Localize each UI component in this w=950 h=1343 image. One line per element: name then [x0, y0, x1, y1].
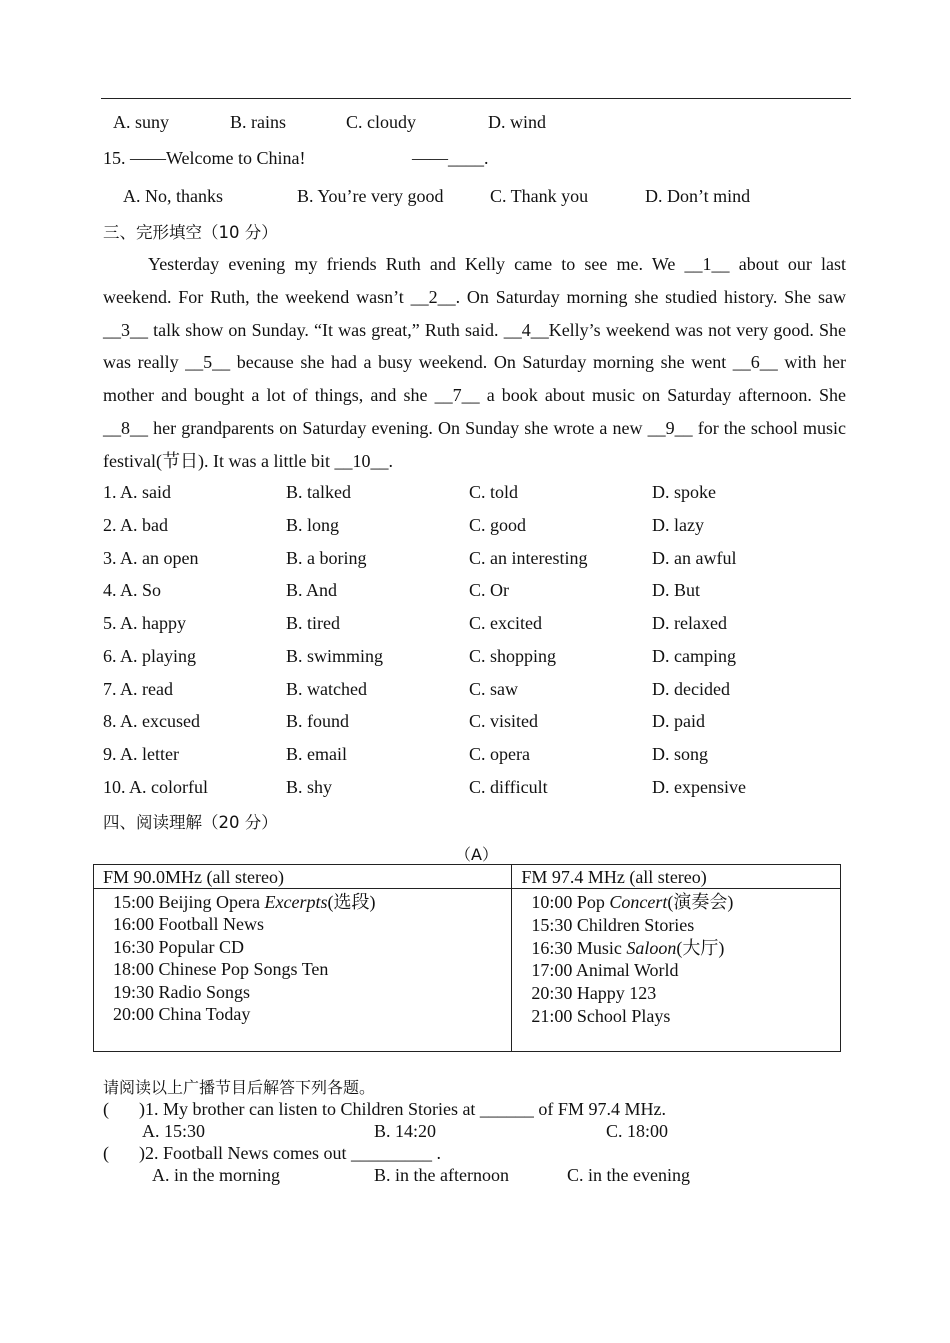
cloze-option: D. lazy [652, 515, 704, 535]
reading-q1-option-a: A. 15:30 [142, 1121, 205, 1141]
cloze-option: D. But [652, 580, 701, 600]
station-header: FM 97.4 MHz (all stereo) [512, 865, 841, 889]
program-item: 16:30 Music Saloon(大厅) [531, 937, 725, 958]
program-item: 16:30 Popular CD [113, 936, 245, 957]
station-program-list [512, 889, 841, 1052]
cloze-option: D. song [652, 744, 709, 764]
reading-q2-option-c: C. in the evening [567, 1165, 690, 1185]
cloze-option: B. long [286, 515, 340, 535]
cloze-option: 1. A. said [103, 482, 172, 502]
cloze-option: D. spoke [652, 482, 716, 502]
cloze-option: 7. A. read [103, 679, 173, 699]
cloze-option: D. expensive [652, 777, 746, 797]
cloze-option: D. decided [652, 679, 730, 699]
cloze-option: C. Or [469, 580, 509, 600]
cloze-option: 9. A. letter [103, 744, 179, 764]
cloze-option: D. relaxed [652, 613, 727, 633]
station-program-list [94, 889, 512, 1052]
reading-q1-option-c: C. 18:00 [606, 1121, 669, 1141]
program-item: 18:00 Chinese Pop Songs Ten [113, 959, 329, 980]
program-item: 20:30 Happy 123 [531, 983, 657, 1004]
program-item: 15:00 Beijing Opera Excerpts(选段) [113, 892, 376, 912]
cloze-option: C. visited [469, 711, 539, 731]
cloze-option: C. good [469, 515, 527, 535]
q15-option-c: C. Thank you [490, 186, 589, 206]
q15-option-a: A. No, thanks [123, 186, 223, 206]
cloze-option: C. opera [469, 744, 530, 764]
cloze-option: C. difficult [469, 777, 548, 797]
cloze-option: B. And [286, 580, 338, 600]
cloze-option: 3. A. an open [103, 548, 199, 568]
cloze-option: D. camping [652, 646, 736, 666]
reading-q1-stem: )1. My brother can listen to Children Stories at ______ of FM 97.4 MHz. [139, 1099, 666, 1119]
q15-reply: ——____. [412, 148, 489, 168]
q14-option-c: C. cloudy [346, 112, 416, 132]
cloze-question-row [103, 646, 863, 676]
cloze-option: C. shopping [469, 646, 557, 666]
program-item: 17:00 Animal World [531, 960, 679, 981]
radio-schedule-table [93, 864, 841, 1052]
q14-option-d: D. wind [488, 112, 546, 132]
cloze-option: D. an awful [652, 548, 737, 568]
station-header: FM 90.0MHz (all stereo) [94, 865, 512, 889]
cloze-option: 6. A. playing [103, 646, 196, 666]
cloze-option: 5. A. happy [103, 613, 186, 633]
program-item: 19:30 Radio Songs [113, 981, 251, 1002]
program-item: 15:30 Children Stories [531, 914, 695, 935]
cloze-question-row [103, 515, 863, 545]
answer-paren: ( [103, 1099, 109, 1119]
cloze-option: 8. A. excused [103, 711, 200, 731]
program-item: 21:00 School Plays [531, 1005, 671, 1026]
cloze-option: B. swimming [286, 646, 384, 666]
reading-q2-stem: )2. Football News comes out _________ . [139, 1143, 441, 1163]
cloze-option: B. found [286, 711, 349, 731]
cloze-option: C. excited [469, 613, 542, 633]
program-item: 20:00 China Today [113, 1004, 251, 1025]
q14-option-a: A. suny [113, 112, 170, 132]
cloze-option: 10. A. colorful [103, 777, 208, 797]
program-item: 10:00 Pop Concert(演奏会) [531, 892, 734, 912]
q14-option-b: B. rains [230, 112, 286, 132]
cloze-option: 4. A. So [103, 580, 162, 600]
cloze-option: B. a boring [286, 548, 367, 568]
cloze-question-row [103, 679, 863, 709]
cloze-question-row [103, 548, 863, 578]
cloze-passage [103, 248, 846, 478]
cloze-option: B. tired [286, 613, 340, 633]
cloze-option: C. told [469, 482, 519, 502]
cloze-option: C. an interesting [469, 548, 588, 568]
q15-option-b: B. You’re very good [297, 186, 444, 206]
q15-option-d: D. Don’t mind [645, 186, 751, 206]
cloze-option: B. talked [286, 482, 351, 502]
answer-paren: ( [103, 1143, 109, 1163]
cloze-passage-text: Yesterday evening my friends Ruth and Kelly came to see me. We __1__ about our last weekend. For Ruth, the weekend wasn’t __2__. On Saturday morning she studied history. She saw __3__ talk show on Sunday. “It was great,” Ruth said. __4__Kelly’s weekend was not very good. She was really __5__ because she had a busy weekend. On Saturday morning she went __6__ with her mother and bought a lot of things, and she __7__ a book about music on Saturday afternoon. She __8__ her grandparents on Saturday evening. On Sunday she wrote a new __9__ for the school music festival(节日). It was a little bit __10__. [103, 254, 846, 471]
program-item: 16:00 Football News [113, 914, 264, 935]
cloze-option: B. watched [286, 679, 367, 699]
reading-q2-option-a: A. in the morning [152, 1165, 280, 1185]
cloze-question-row [103, 613, 863, 643]
header-rule [101, 98, 851, 99]
cloze-option: D. paid [652, 711, 705, 731]
cloze-option: 2. A. bad [103, 515, 168, 535]
reading-q2-option-b: B. in the afternoon [374, 1165, 509, 1185]
reading-instruction: 请阅读以上广播节目后解答下列各题。 [103, 1078, 376, 1097]
section3-heading: 三、完形填空（10 分） [103, 223, 278, 242]
cloze-question-row [103, 482, 863, 512]
cloze-question-row [103, 580, 863, 610]
part-a-label: （A） [455, 845, 498, 864]
section4-heading: 四、阅读理解（20 分） [103, 813, 278, 832]
cloze-question-row [103, 777, 863, 807]
cloze-option: B. email [286, 744, 347, 764]
reading-q1-option-b: B. 14:20 [374, 1121, 437, 1141]
q15-stem: 15. ——Welcome to China! [103, 148, 306, 168]
cloze-option: B. shy [286, 777, 333, 797]
cloze-question-row [103, 711, 863, 741]
cloze-option: C. saw [469, 679, 518, 699]
cloze-question-row [103, 744, 863, 774]
